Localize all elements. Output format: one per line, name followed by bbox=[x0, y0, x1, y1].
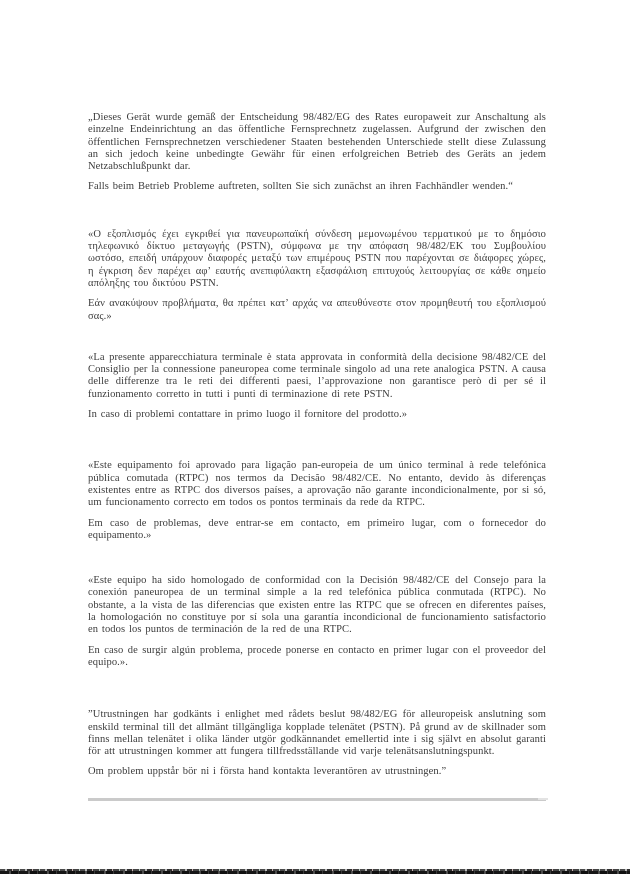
notice-paragraph: «La presente apparecchiatura terminale è stata approvata in conformità della decisione 98/482/CE del Consiglio per la connessione paneuropea come terminale singolo ad una rete analogica PSTN. A causa delle differenze tra le reti dei differenti paesi, l’approvazione non garantisce però di per sé il funzionamento corretto in tutti i punti di terminazione di rete PSTN. bbox=[88, 351, 546, 400]
notice-paragraph: ”Utrustningen har godkänts i enlighet med rådets beslut 98/482/EG för alleuropeisk anslutning som enskild terminal till det allmänt tillgängliga kopplade telenätet (PSTN). På grund av de skillnader som finns mellan telenätet i olika länder utgör godkännandet emellertid inte i sig självt en absolut garanti för att utrustningen kommer att fungera tillfredsställande vid varje telenätsanslutningspunkt. bbox=[88, 709, 546, 758]
footer-divider bbox=[88, 798, 546, 801]
notice-paragraph: Om problem uppstår bör ni i första hand kontakta leverantören av utrustningen.” bbox=[88, 766, 447, 778]
notice-paragraph: In caso di problemi contattare in primo luogo il fornitore del prodotto.» bbox=[88, 409, 408, 421]
notice-italian bbox=[88, 352, 546, 421]
notice-paragraph: En caso de surgir algún problema, procede ponerse en contacto en primer lugar con el proveedor del equipo.». bbox=[88, 644, 546, 668]
notice-paragraph: «Este equipamento foi aprovado para ligação pan-europeia de um único terminal à rede telefónica pública comutada (RTPC) nos termos da Decisão 98/482/CE. No entanto, devido às diferenças existentes entre as RTPC dos diversos países, a aprovação não garante incondicionalmente, por si só, um funcionamento correcto em todos os pontos terminais da rede da RTPC. bbox=[88, 460, 546, 509]
notice-paragraph: «Ο εξοπλισμός έχει εγκριθεί για πανευρωπαϊκή σύνδεση μεμονωμένου τερματικού με το δημόσιο τηλεφωνικό δίκτυο μεταγωγής (PSTN), σύμφωνα με την απόφαση 98/482/ΕΚ του Συμβουλίου ωστόσο, επειδή υπάρχουν διαφορές μεταξύ των επιμέρους PSTN που παρέχονται σε διάφορες χώρες, η έγκριση δεν παρέχει αφ’ εαυτής ανεπιφύλακτη εξασφάλιση επιτυχούς λειτουργίας σε κάθε σημείο απόληξης του δικτύου PSTN. bbox=[88, 228, 546, 289]
notice-greek bbox=[88, 229, 546, 323]
notice-spanish bbox=[88, 575, 546, 669]
notice-paragraph: Falls beim Betrieb Probleme auftreten, sollten Sie sich zunächst an ihren Fachhändler wenden.“ bbox=[88, 181, 513, 193]
notice-swedish bbox=[88, 709, 546, 778]
notice-paragraph: Εάν ανακύψουν προβλήματα, θα πρέπει κατ’ αρχάς να απευθύνεστε στον προμηθευτή του εξοπλισμού σας.» bbox=[88, 298, 546, 322]
notice-german bbox=[88, 112, 546, 194]
page-content bbox=[88, 112, 546, 779]
notice-paragraph: „Dieses Gerät wurde gemäß der Entscheidung 98/482/EG des Rates europaweit zur Anschaltung als einzelne Endeinrichtung an das öffentliche Fernsprechnetz zugelassen. Aufgrund der zwischen den öffentlichen Fernsprechnetzen verschiedener Staaten bestehenden Unterschiede stellt diese Zulassung an sich jedoch keine unbedingte Gewähr für einen erfolgreichen Betrieb des Geräts an jedem Netzabschlußpunkt dar. bbox=[88, 112, 546, 173]
notice-portuguese bbox=[88, 460, 546, 542]
scan-edge-artifact bbox=[0, 869, 630, 874]
notice-paragraph: Em caso de problemas, deve entrar-se em contacto, em primeiro lugar, com o fornecedor do equipamento.» bbox=[88, 517, 546, 541]
notice-paragraph: «Este equipo ha sido homologado de conformidad con la Decisión 98/482/CE del Consejo para la conexión paneuropea de un terminal simple a la red telefónica pública conmutada (RTPC). No obstante, a la vista de las diferencias que existen entre las RTPC que se ofrecen en diferentes países, la homologación no constituye por sí sola una garantía incondicional de funcionamiento satisfactorio en todos los puntos de terminación de la red de una RTPC. bbox=[88, 575, 546, 636]
